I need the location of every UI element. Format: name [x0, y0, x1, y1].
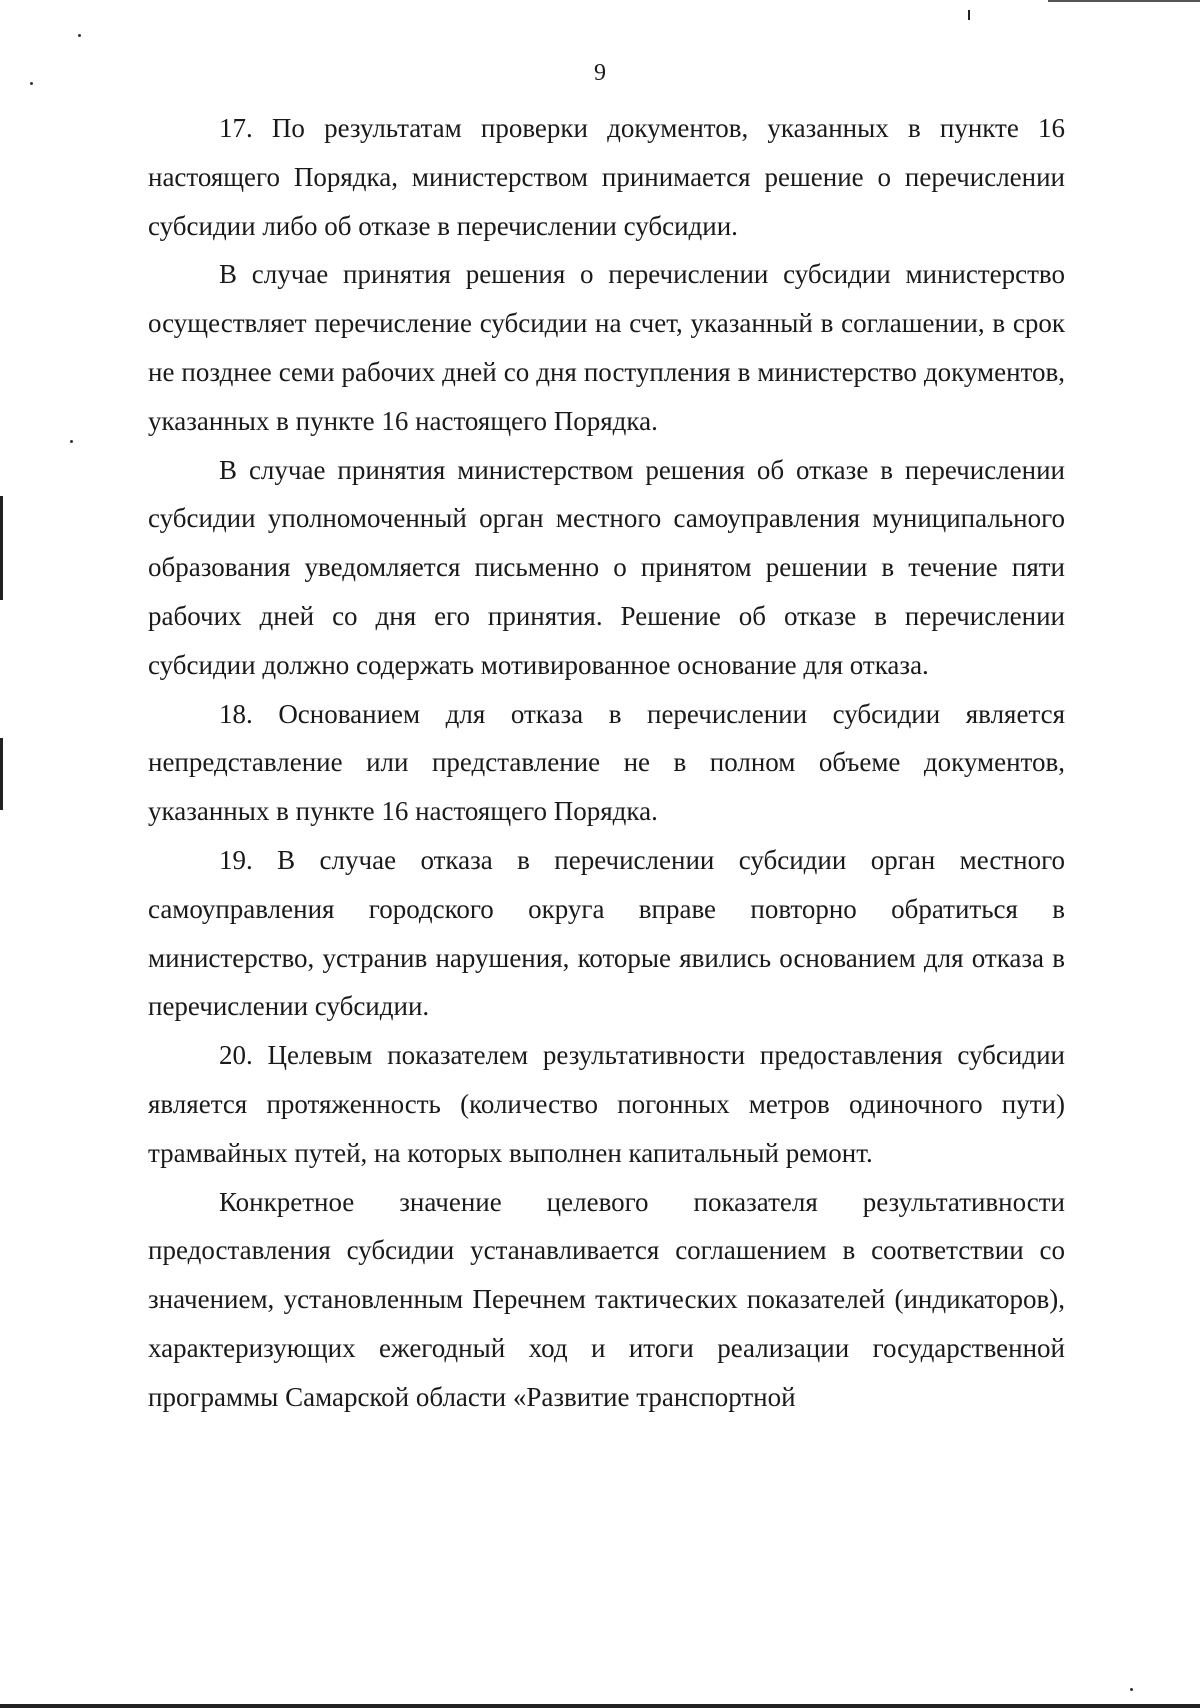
- paragraph-transfer-decision: В случае принятия решения о перечислении субсидии министерство осуществляет перечисление субсидии на счет, указанный в соглашении, в срок не позднее семи рабочих дней со дня поступления в министерство документов, указанных в пункте 16 настоящего Порядка.: [148, 259, 1065, 436]
- paragraph-20: 20. Целевым показателем результативности предоставления субсидии является протяженность (количество погонных метров одиночного пути) трамвайных путей, на которых выполнен капитальный ремонт.: [148, 1040, 1065, 1168]
- scan-edge-mark: [968, 10, 970, 20]
- scan-speck: [70, 440, 73, 443]
- scan-edge-mark: [0, 738, 3, 810]
- scan-edge-mark: [0, 496, 3, 600]
- scan-edge-mark: [1048, 0, 1200, 2]
- page-number: 9: [594, 60, 606, 86]
- paragraph-17: 17. По результатам проверки документов, указанных в пункте 16 настоящего Порядка, министерством принимается решение о перечислении субсидии либо об отказе в перечислении субсидии.: [148, 113, 1065, 241]
- paragraph-target-value: Конкретное значение целевого показателя результативности предоставления субсидии устанавливается соглашением в соответствии со значением, установленным Перечнем тактических показателей (индикаторов), характеризующих ежегодный ход и итоги реализации государственной программы Самарской области «Развитие транспортной: [148, 1186, 1065, 1412]
- scan-speck: [1130, 1688, 1133, 1691]
- paragraph-19: 19. В случае отказа в перечислении субсидии орган местного самоуправления городского округа вправе повторно обратиться в министерство, устранив нарушения, которые явились основанием для отказа в перечислении субсидии.: [148, 844, 1065, 1022]
- scan-speck: [78, 34, 81, 37]
- paragraph-refusal-notice: В случае принятия министерством решения об отказе в перечислении субсидии уполномоченный орган местного самоуправления муниципального образования уведомляется письменно о принятом решении в течение пяти рабочих дней со дня его принятия. Решение об отказе в перечислении субсидии должно содержать мотивированное основание для отказа.: [148, 454, 1065, 680]
- scan-speck: [30, 82, 33, 85]
- scan-edge-mark: [0, 1704, 1200, 1708]
- paragraph-18: 18. Основанием для отказа в перечислении субсидии является непредставление или представление не в полном объеме документов, указанных в пункте 16 настоящего Порядка.: [148, 698, 1065, 827]
- document-body: [148, 104, 1065, 1422]
